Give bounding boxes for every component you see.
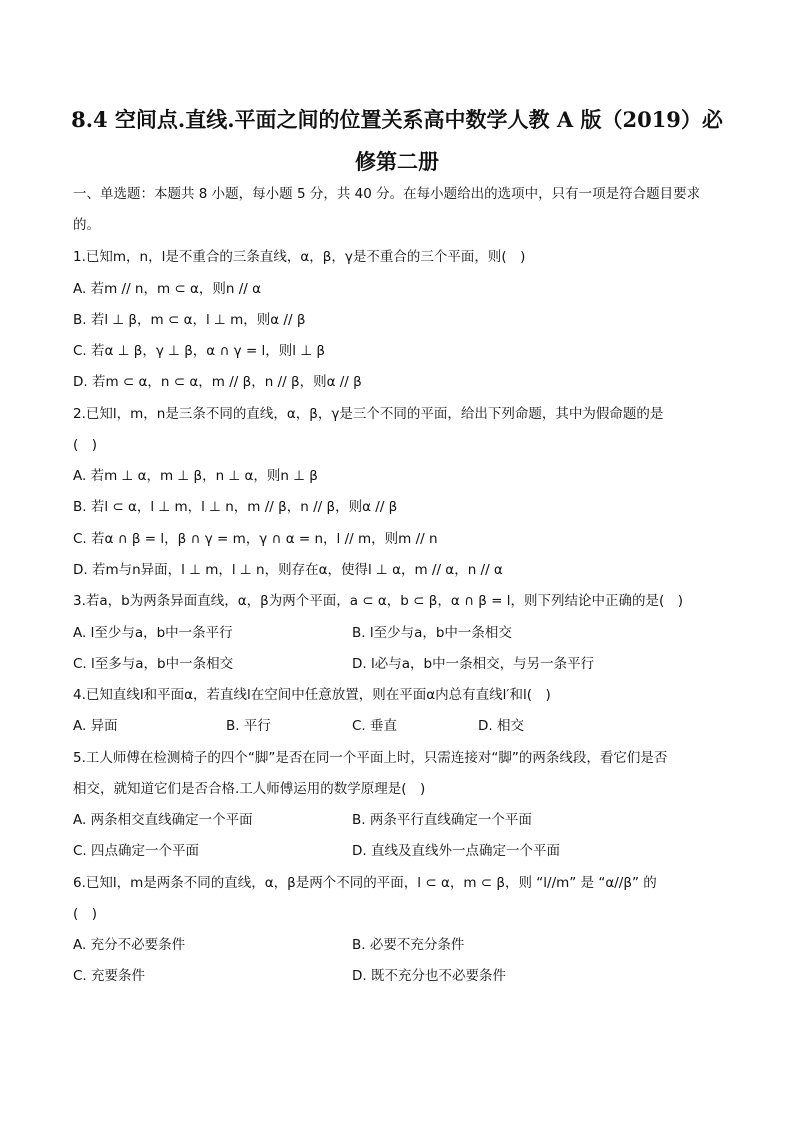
question-5-option-c: C. 四点确定一个平面 xyxy=(73,843,200,859)
question-2-option-a: A. 若m ⊥ α，m ⊥ β，n ⊥ α，则n ⊥ β xyxy=(73,468,318,484)
question-1-option-d: D. 若m ⊂ α，n ⊂ α，m // β，n // β，则α // β xyxy=(73,374,362,390)
question-1-option-c: C. 若α ⊥ β，γ ⊥ β，α ∩ γ = l，则l ⊥ β xyxy=(73,343,326,359)
question-5-stem-cont: 相交，就知道它们是否合格.工人师傅运用的数学原理是( ) xyxy=(73,781,426,797)
question-5-stem: 5.工人师傅在检测椅子的四个“脚”是否在同一个平面上时，只需连接对“脚”的两条线段，看它们是否 xyxy=(73,750,668,766)
question-6-stem-cont: ( ) xyxy=(73,906,98,922)
question-2-stem-cont: ( ) xyxy=(73,437,98,453)
question-5-option-b: B. 两条平行直线确定一个平面 xyxy=(352,812,532,828)
question-4-stem: 4.已知直线l和平面α，若直线l在空间中任意放置，则在平面α内总有直线l′和l( ) xyxy=(73,687,551,703)
question-3-stem: 3.若a，b为两条异面直线，α，β为两个平面，a ⊂ α，b ⊂ β，α ∩ β = l，则下列结论中正确的是( ) xyxy=(73,593,684,609)
question-2-option-d: D. 若m与n异面，l ⊥ m，l ⊥ n，则存在α，使得l ⊥ α，m // α，n // α xyxy=(73,562,503,578)
question-6-option-c: C. 充要条件 xyxy=(73,968,146,984)
question-4-option-c: C. 垂直 xyxy=(352,718,398,734)
document-title-line-1: 8.4 空间点.直线.平面之间的位置关系高中数学人教 A 版（2019）必 xyxy=(71,107,723,132)
question-5-option-d: D. 直线及直线外一点确定一个平面 xyxy=(352,843,560,859)
question-1-stem: 1.已知m，n，l是不重合的三条直线，α，β，γ是不重合的三个平面，则( ) xyxy=(73,249,526,265)
question-6-option-b: B. 必要不充分条件 xyxy=(352,937,465,953)
question-1-option-a: A. 若m // n，m ⊂ α，则n // α xyxy=(73,281,262,297)
question-3-option-a: A. l至少与a，b中一条平行 xyxy=(73,625,233,641)
question-3-option-d: D. l必与a，b中一条相交，与另一条平行 xyxy=(352,656,595,672)
document-title-line-2: 修第二册 xyxy=(355,149,439,174)
question-2-option-b: B. 若l ⊂ α，l ⊥ m，l ⊥ n，m // β，n // β，则α // β xyxy=(73,499,398,515)
question-3-option-b: B. l至少与a，b中一条相交 xyxy=(352,625,512,641)
question-2-option-c: C. 若α ∩ β = l，β ∩ γ = m，γ ∩ α = n，l // m，则m // n xyxy=(73,531,438,547)
question-2-stem: 2.已知l，m，n是三条不同的直线，α，β，γ是三个不同的平面，给出下列命题，其中为假命题的是 xyxy=(73,406,664,422)
section-instructions-line-1: 一、单选题：本题共 8 小题，每小题 5 分，共 40 分。在每小题给出的选项中，只有一项是符合题目要求 xyxy=(73,186,701,202)
question-1-option-b: B. 若l ⊥ β，m ⊂ α，l ⊥ m，则α // β xyxy=(73,312,306,328)
question-6-option-d: D. 既不充分也不必要条件 xyxy=(352,968,506,984)
question-6-stem: 6.已知l，m是两条不同的直线，α，β是两个不同的平面，l ⊂ α，m ⊂ β，则 “l//m” 是 “α//β” 的 xyxy=(73,875,657,891)
section-instructions-line-2: 的。 xyxy=(73,217,100,233)
question-3-option-c: C. l至多与a，b中一条相交 xyxy=(73,656,234,672)
question-4-option-b: B. 平行 xyxy=(226,718,271,734)
question-6-option-a: A. 充分不必要条件 xyxy=(73,937,186,953)
question-5-option-a: A. 两条相交直线确定一个平面 xyxy=(73,812,253,828)
question-4-option-d: D. 相交 xyxy=(478,718,524,734)
question-4-option-a: A. 异面 xyxy=(73,718,118,734)
